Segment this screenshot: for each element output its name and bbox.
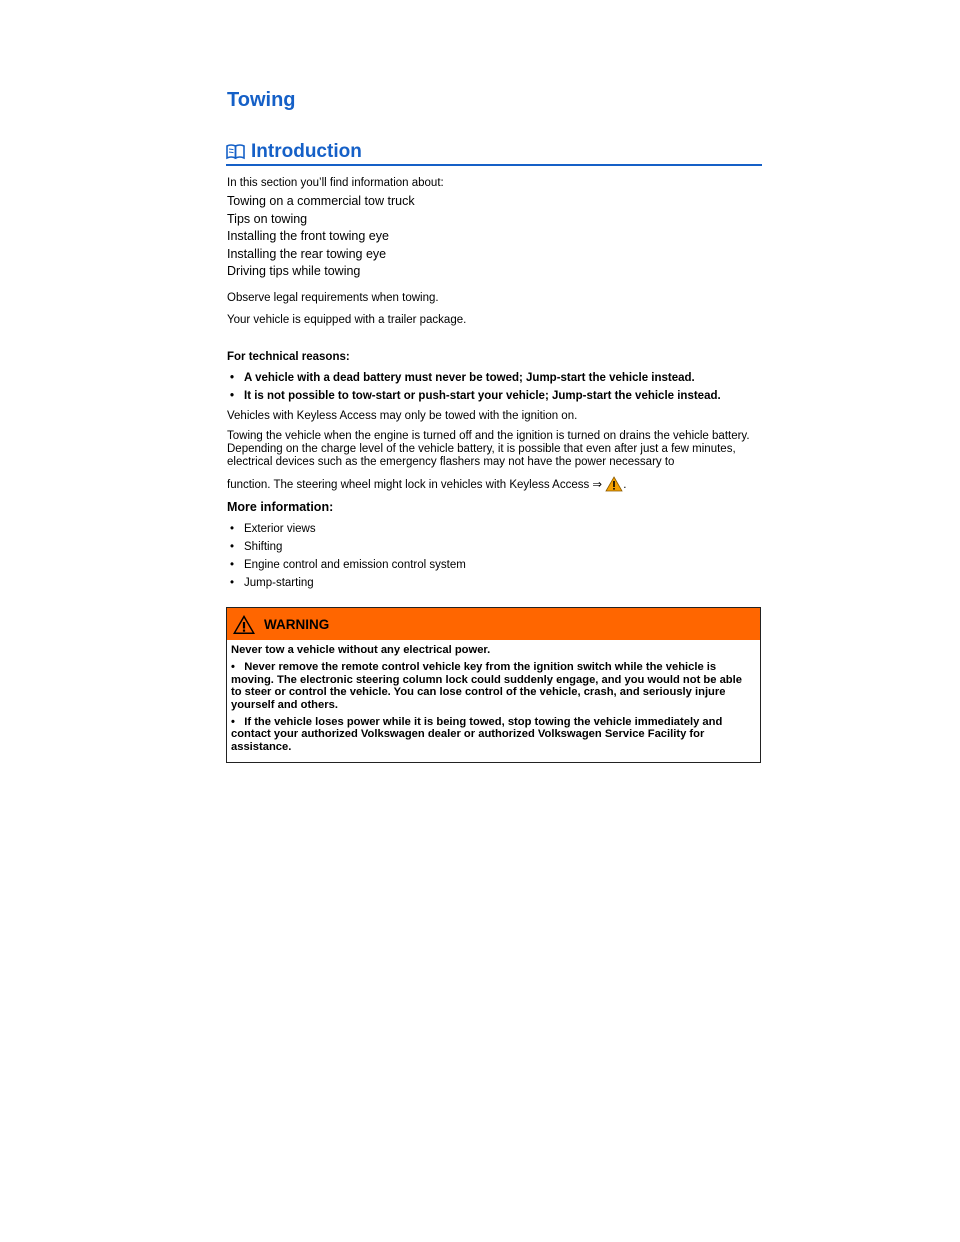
bullet-icon: • — [231, 661, 235, 674]
steering-lock-text: function. The steering wheel might lock in vehicles with Keyless Access ⇒ . — [227, 476, 757, 492]
more-info-link[interactable]: • Jump-starting — [230, 577, 314, 589]
intro-lead: In this section you’ll find information about: — [227, 177, 444, 189]
more-info-link[interactable]: • Engine control and emission control system — [230, 559, 466, 571]
technical-bullets — [227, 372, 757, 408]
bullet-icon: • — [230, 372, 235, 384]
introduction-header — [226, 140, 762, 166]
warning-body — [227, 640, 760, 753]
warning-item: • Never remove the remote control vehicle key from the ignition switch while the vehicle is moving. The electronic steering column lock could suddenly engage, and you would not be able to steer or control the vehicle. You can lose control of the vehicle, crash, and seriously injure yourself and others. — [231, 661, 742, 711]
bullet-icon: • — [230, 559, 235, 571]
more-info-link[interactable]: • Exterior views — [230, 523, 316, 535]
topic-link[interactable]: Installing the front towing eye — [227, 229, 389, 244]
topic-link[interactable]: Tips on towing — [227, 211, 308, 226]
trailer-package-text: Your vehicle is equipped with a trailer package. — [227, 314, 467, 326]
topic-link[interactable]: Driving tips while towing — [227, 264, 361, 279]
more-information-list — [227, 523, 757, 595]
topic-link[interactable]: Towing on a commercial tow truck — [227, 194, 415, 208]
keyless-access-text: Vehicles with Keyless Access may only be towed with the ignition on. — [227, 410, 578, 422]
battery-drain-text: Towing the vehicle when the engine is turned off and the ignition is turned on drains the vehicle battery. Depending on the charge level of the vehicle battery, it is possible that even after just a few minutes, electrical devices such as the emergency flashers may not have the power necessary to — [227, 430, 750, 468]
legal-requirements-text: Observe legal requirements when towing. — [227, 292, 439, 304]
bullet-icon: • — [231, 716, 235, 729]
warning-triangle-icon[interactable] — [605, 476, 623, 492]
page-title: Towing — [227, 89, 296, 111]
bullet-icon: • — [230, 577, 235, 589]
warning-triangle-icon — [232, 614, 256, 635]
more-information-heading: More information: — [227, 500, 334, 514]
warning-box — [226, 607, 761, 763]
warning-header — [227, 608, 760, 640]
warning-title: WARNING — [264, 616, 330, 632]
more-info-link[interactable]: • Shifting — [230, 541, 283, 553]
bullet-icon: • — [230, 523, 235, 535]
technical-bullet: • It is not possible to tow-start or push-start your vehicle; Jump-start the vehicle instead. — [230, 390, 721, 402]
warning-item: • If the vehicle loses power while it is being towed, stop towing the vehicle immediately and contact your authorized Volkswagen dealer or authorized Volkswagen Service Facility for assistance. — [231, 716, 723, 753]
warning-lead: Never tow a vehicle without any electrical power. — [231, 644, 491, 656]
technical-reasons-label: For technical reasons: — [227, 351, 350, 363]
bullet-icon: • — [230, 541, 235, 553]
bullet-icon: • — [230, 390, 235, 402]
topic-list — [227, 193, 415, 281]
introduction-heading: Introduction — [251, 141, 362, 162]
technical-bullet: • A vehicle with a dead battery must never be towed; Jump-start the vehicle instead. — [230, 372, 695, 384]
book-icon — [226, 144, 245, 160]
topic-link[interactable]: Installing the rear towing eye — [227, 246, 387, 261]
